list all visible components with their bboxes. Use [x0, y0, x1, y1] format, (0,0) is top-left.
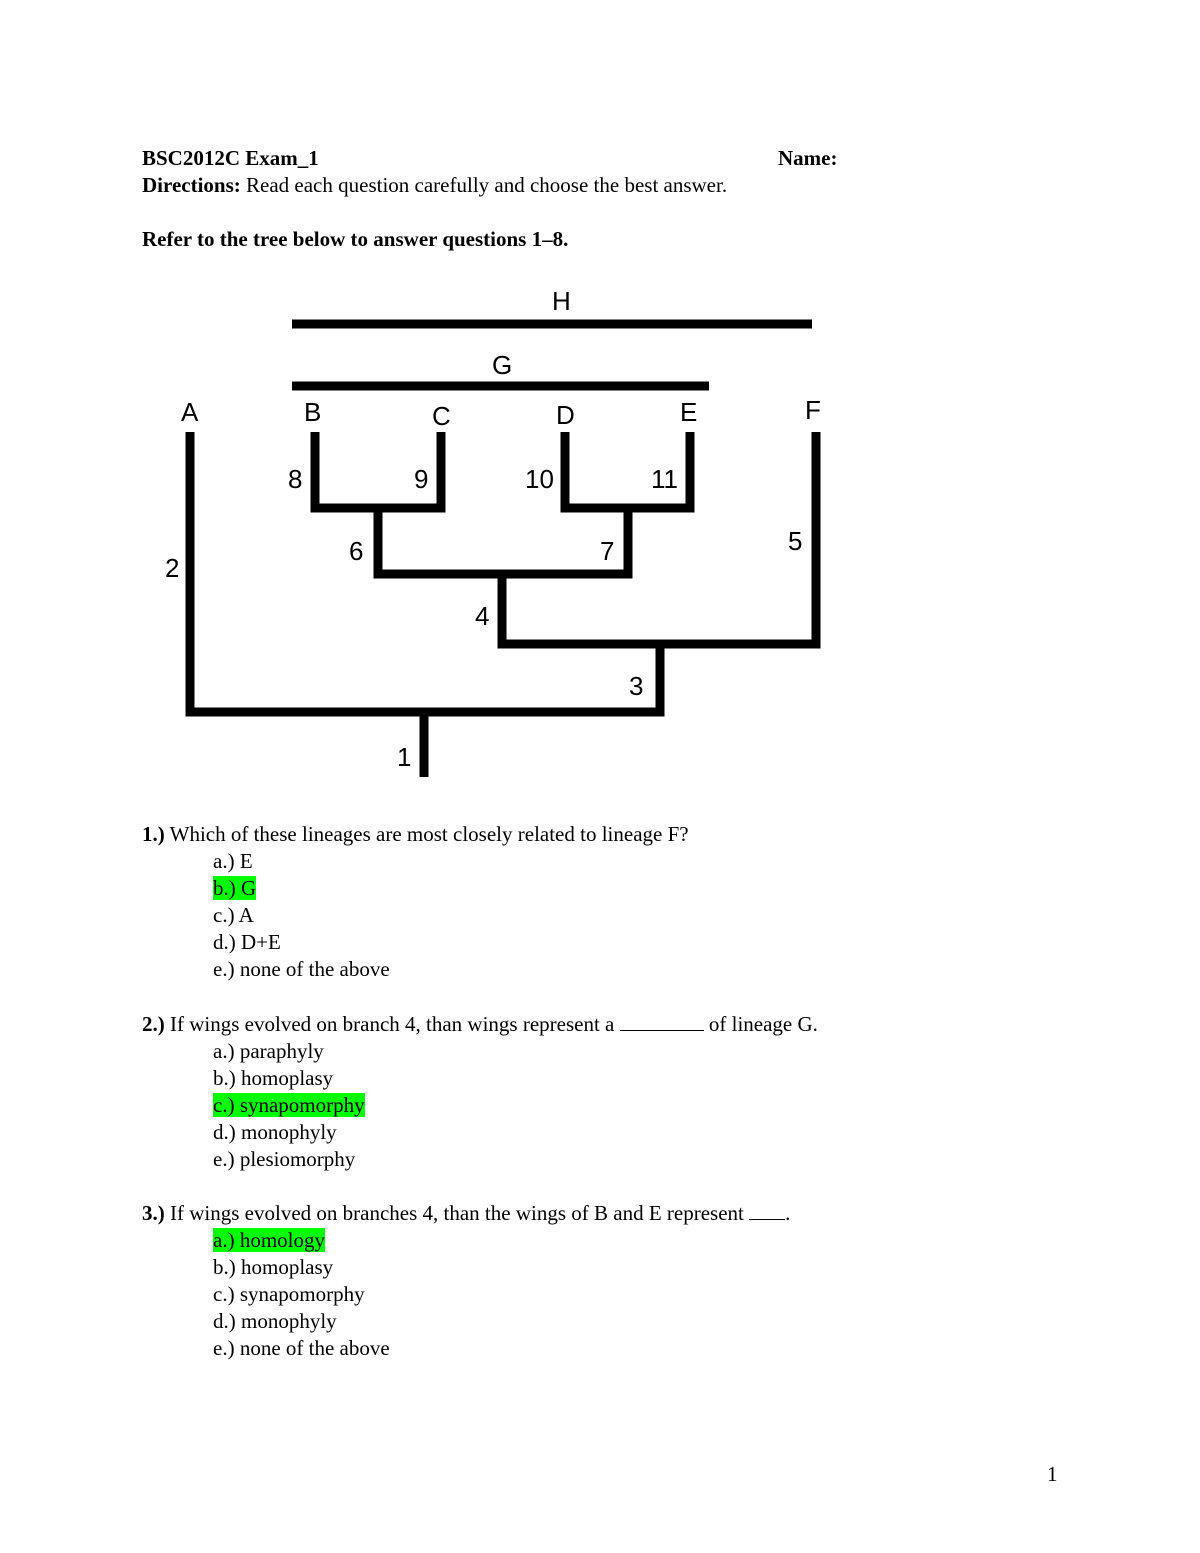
answer-option-correct[interactable]: c.) synapomorphy	[213, 1093, 365, 1117]
tree-intro: Refer to the tree below to answer questions 1–8.	[142, 227, 569, 251]
answer-option[interactable]: d.) monophyly	[213, 1309, 337, 1333]
clade-label-h: H	[552, 286, 571, 316]
node-6-7-split	[378, 508, 628, 574]
answer-option[interactable]: d.) D+E	[213, 930, 281, 954]
question-stem: If wings evolved on branch 4, than wings represent a	[164, 1012, 620, 1036]
question-3	[142, 1200, 790, 1227]
answer-option[interactable]: d.) monophyly	[213, 1120, 337, 1144]
branch-label-2: 2	[165, 553, 180, 583]
directions	[142, 172, 727, 199]
directions-label: Directions:	[142, 173, 241, 197]
question-1-options	[213, 848, 390, 983]
question-3-options	[213, 1227, 390, 1362]
question-stem: Which of these lineages are most closely related to lineage F?	[164, 822, 689, 846]
branch-label-7: 7	[600, 536, 615, 566]
answer-option[interactable]: b.) homoplasy	[213, 1255, 334, 1279]
branch-label-8: 8	[288, 464, 303, 494]
question-stem: If wings evolved on branches 4, than the wings of B and E represent	[164, 1201, 750, 1225]
answer-option-correct[interactable]: a.) homology	[213, 1228, 325, 1252]
branch-label-11: 11	[651, 464, 678, 494]
question-stem-end: of lineage G.	[703, 1012, 818, 1036]
question-2-options	[213, 1038, 365, 1173]
answer-option[interactable]: e.) none of the above	[213, 1336, 390, 1360]
answer-option[interactable]: a.) E	[213, 849, 253, 873]
clade-label-g: G	[492, 350, 513, 380]
branch-label-10: 10	[525, 464, 554, 494]
answer-option[interactable]: b.) homoplasy	[213, 1066, 334, 1090]
branch-label-6: 6	[349, 536, 364, 566]
question-stem-end: .	[785, 1201, 791, 1225]
exam-title: BSC2012C Exam_1	[142, 146, 319, 170]
taxon-label-f: F	[805, 395, 821, 425]
answer-option[interactable]: e.) plesiomorphy	[213, 1147, 356, 1171]
taxon-label-b: B	[304, 397, 322, 427]
taxon-label-d: D	[556, 400, 575, 430]
branch-label-1: 1	[397, 742, 412, 772]
phylogenetic-tree	[0, 280, 1200, 790]
answer-option[interactable]: c.) synapomorphy	[213, 1282, 365, 1306]
answer-option[interactable]: e.) none of the above	[213, 957, 390, 981]
answer-option[interactable]: a.) paraphyly	[213, 1039, 324, 1063]
answer-blank	[620, 1012, 704, 1031]
question-1	[142, 821, 689, 848]
question-number: 3.)	[142, 1201, 165, 1225]
directions-text: Read each question carefully and choose the best answer.	[240, 173, 728, 197]
answer-blank	[749, 1201, 785, 1220]
answer-option-correct[interactable]: b.) G	[213, 876, 257, 900]
branch-label-9: 9	[414, 464, 429, 494]
name-label: Name:	[778, 146, 838, 170]
page-number: 1	[1047, 1462, 1058, 1486]
taxon-label-c: C	[432, 401, 451, 431]
answer-option[interactable]: c.) A	[213, 903, 254, 927]
branch-label-5: 5	[788, 526, 803, 556]
branch-label-3: 3	[629, 671, 644, 701]
branch-label-4: 4	[475, 601, 490, 631]
question-2	[142, 1011, 818, 1038]
question-number: 1.)	[142, 822, 165, 846]
taxon-label-e: E	[680, 397, 698, 427]
taxon-label-a: A	[181, 397, 199, 427]
question-number: 2.)	[142, 1012, 165, 1036]
